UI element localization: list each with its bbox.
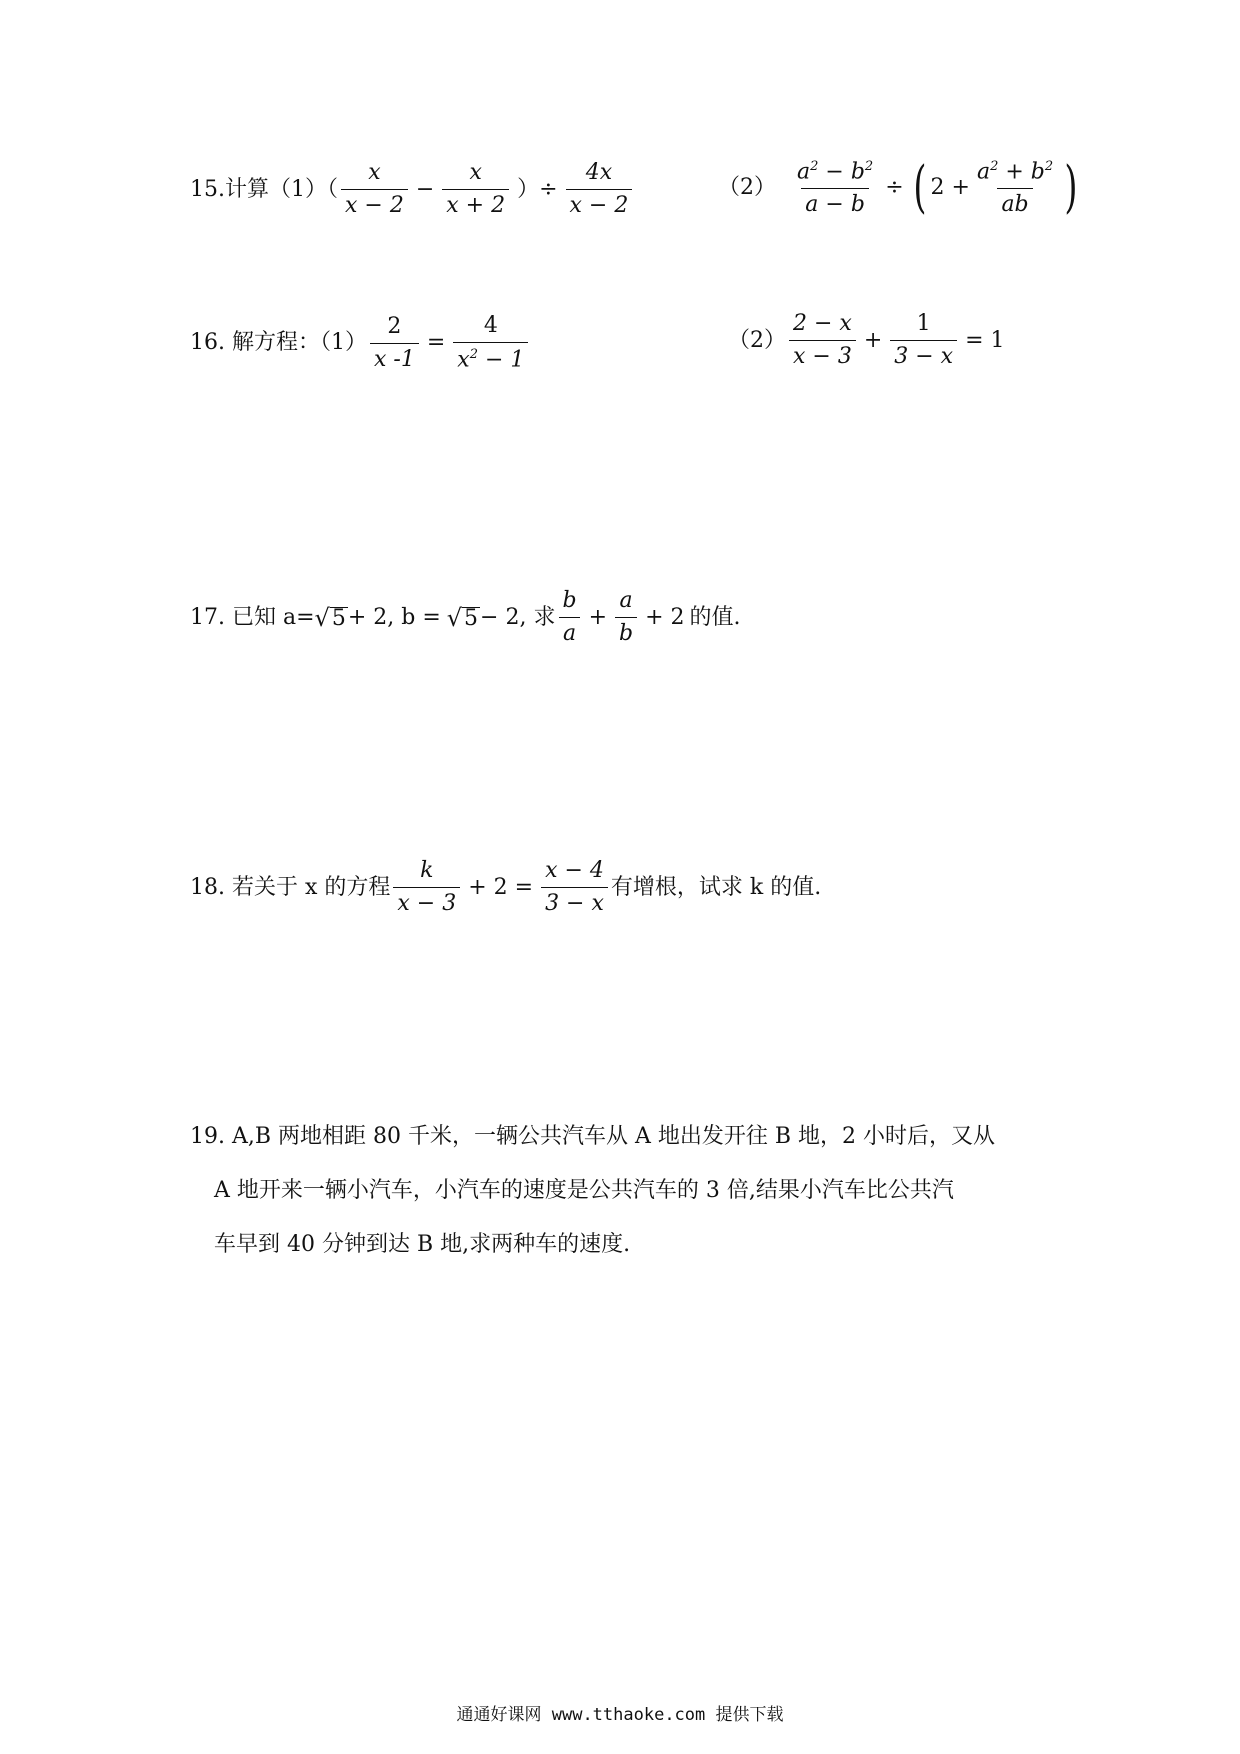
- q16-fraction-g2: $\frac{1}{3 - x}$: [890, 313, 957, 368]
- question-18: 18. 若关于 x 的方程 $\frac{k}{x - 3}$ + 2 = $\frac{x - 4}{3 - x}$ 有增根，试求 k 的值.: [190, 858, 822, 916]
- q18-fraction-1: $\frac{k}{x - 3}$: [393, 860, 460, 915]
- q15-fraction-1: $\frac{x}{x - 2}$: [341, 162, 408, 217]
- question-15-part-1: 15.计算（1）（ $\frac{x}{x - 2}$ − $\frac{x}{x + 2}$ ）÷ $\frac{4x}{x - 2}$: [190, 162, 635, 217]
- q16-fraction-g1: $\frac{2 - x}{x - 3}$: [789, 313, 856, 368]
- sqrt-five-1: √ 5: [314, 603, 346, 632]
- question-19: [190, 1110, 1070, 1272]
- q16-label: 16. 解方程：（1）: [190, 330, 367, 356]
- question-16-part-1: 16. 解方程：（1） $\frac{2}{x -1}$ = $\frac{4}{x^2 - 1}$: [190, 315, 531, 371]
- q17-fraction-a-over-b: $\frac{a}{b}$: [615, 590, 637, 645]
- q17-fraction-b-over-a: $\frac{b}{a}$: [558, 590, 580, 645]
- q15-fraction-g2: $\frac{a^2 + b^2}{ab}$: [976, 159, 1054, 218]
- q19-line-2: A 地开来一辆小汽车，小汽车的速度是公共汽车的 3 倍,结果小汽车比公共汽: [214, 1178, 954, 1203]
- question-15-part-2: （2） $\frac{a^2 - b^2}{a - b}$ ÷ ( 2 + $\frac{a^2 + b^2}{ab}$ ): [718, 155, 1078, 221]
- q17-label: 17. 已知 a=: [190, 604, 315, 630]
- q16-part2-label: （2）: [728, 327, 786, 353]
- q15-fraction-2: $\frac{x}{x + 2}$: [442, 162, 509, 217]
- sqrt-five-2: √ 5: [446, 603, 479, 632]
- q15-fraction-3: $\frac{4x}{x - 2}$: [566, 162, 633, 217]
- q19-line-1: 19. A,B 两地相距 80 千米，一辆公共汽车从 A 地出发开往 B 地，2 小时后，又从: [190, 1124, 996, 1149]
- q15-fraction-g1: $\frac{a^2 - b^2}{a - b}$: [797, 159, 874, 218]
- q15-part2-label: （2）: [718, 175, 776, 201]
- q15-label: 15.计算（1）（: [190, 176, 338, 202]
- q16-fraction-1: $\frac{2}{x -1}$: [370, 316, 419, 371]
- question-16-part-2: （2） $\frac{2 - x}{x - 3}$ + $\frac{1}{3 - x}$ = 1: [728, 311, 1005, 369]
- q18-label: 18. 若关于 x 的方程: [190, 874, 391, 900]
- question-17: 17. 已知 a= √ 5 + 2, b = √ 5 − 2 , 求 $\frac{b}{a}$ + $\frac{a}{b}$ + 2 的值.: [190, 588, 741, 646]
- q18-fraction-2: $\frac{x - 4}{3 - x}$: [541, 860, 608, 915]
- q16-fraction-2: $\frac{4}{x^2 - 1}$: [453, 315, 528, 371]
- footer-download-note: 通通好课网 www.tthaoke.com 提供下载: [456, 1705, 784, 1725]
- q19-line-3: 车早到 40 分钟到达 B 地,求两种车的速度.: [214, 1232, 631, 1257]
